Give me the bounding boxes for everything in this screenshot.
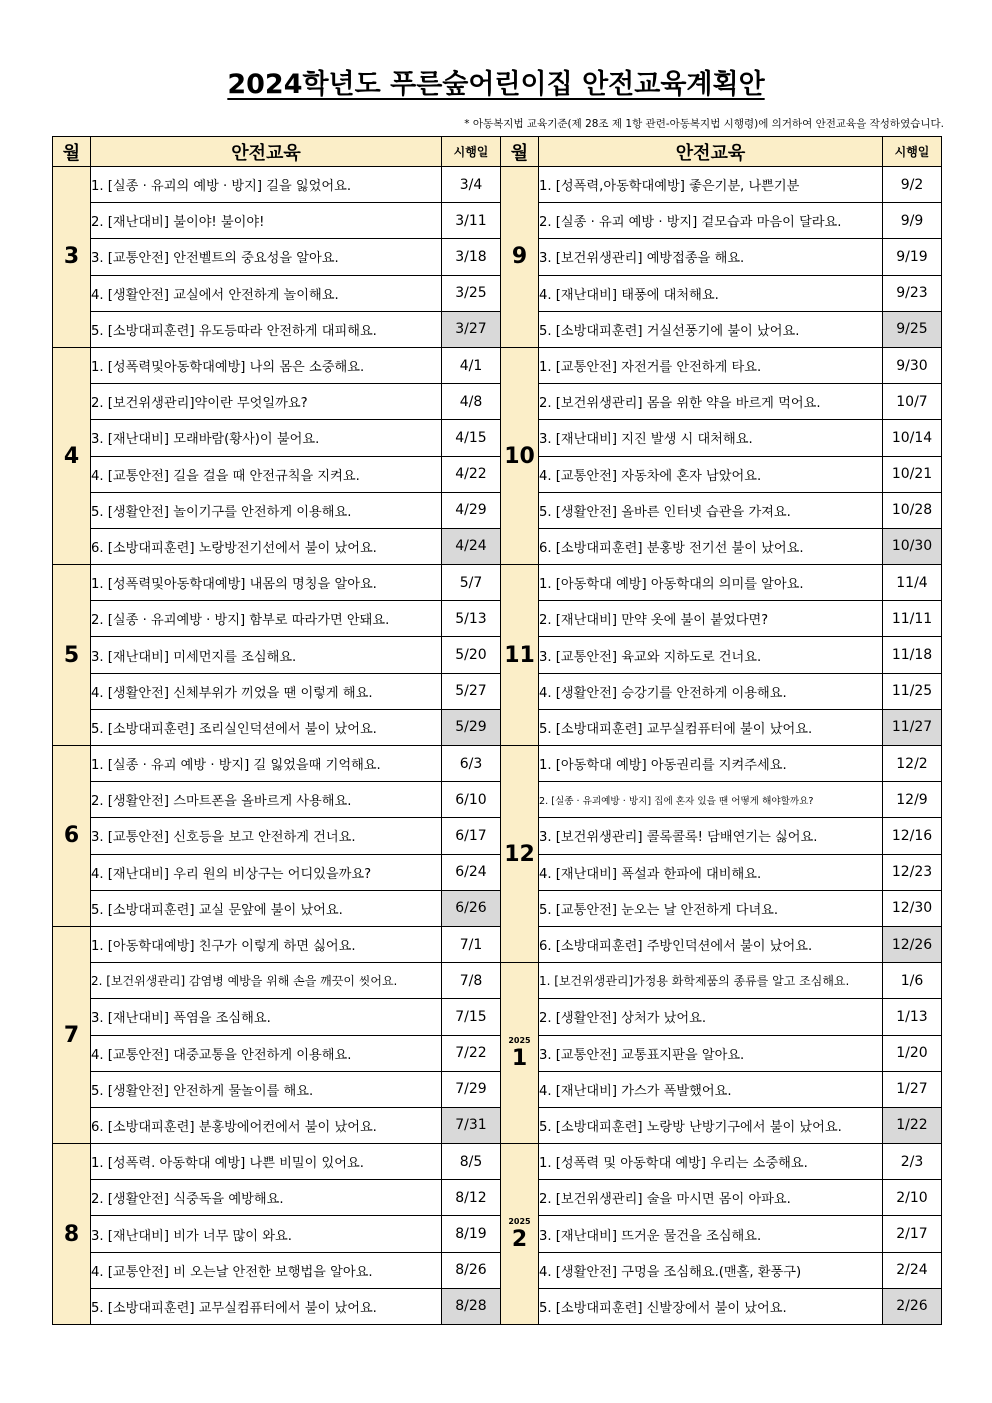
month-cell (501, 746, 539, 963)
topic-cell: 3. [재난대비] 비가 너무 많이 와요. (91, 1216, 442, 1252)
topic-cell: 4. [교통안전] 비 오는날 안전한 보행법을 알아요. (91, 1252, 442, 1288)
topic-cell: 4. [교통안전] 대중교통을 안전하게 이용해요. (91, 1035, 442, 1071)
month-cell (501, 963, 539, 1144)
date-cell: 8/12 (442, 1180, 501, 1216)
topic-cell: 6. [소방대피훈련] 노랑방전기선에서 불이 났어요. (91, 528, 442, 564)
table-row (53, 275, 942, 311)
month-label: 9 (511, 244, 528, 270)
date-cell: 3/18 (442, 239, 501, 275)
month-cell (53, 1144, 91, 1325)
date-cell: 6/26 (442, 890, 501, 926)
month-cell (53, 926, 91, 1143)
date-cell: 6/17 (442, 818, 501, 854)
table-row (53, 167, 942, 203)
table-row (53, 782, 942, 818)
topic-cell: 4. [교통안전] 길을 걸을 때 안전규칙을 지켜요. (91, 456, 442, 492)
date-cell: 8/26 (442, 1252, 501, 1288)
topic-cell: 3. [재난대비] 지진 발생 시 대처해요. (539, 420, 883, 456)
date-cell: 4/24 (442, 528, 501, 564)
header-month: 월 (501, 137, 539, 167)
date-cell: 5/29 (442, 709, 501, 745)
topic-cell: 5. [교통안전] 눈오는 날 안전하게 다녀요. (539, 890, 883, 926)
month-label: 6 (63, 823, 80, 849)
month-label: 2 (511, 1226, 528, 1252)
topic-cell: 1. [성폭력및아동학대예방] 내몸의 명칭을 알아요. (91, 565, 442, 601)
date-cell: 7/22 (442, 1035, 501, 1071)
month-label: 1 (511, 1045, 528, 1071)
date-cell: 8/19 (442, 1216, 501, 1252)
date-cell: 1/13 (883, 999, 942, 1035)
date-cell: 3/11 (442, 203, 501, 239)
topic-cell: 2. [생활안전] 스마트폰을 올바르게 사용해요. (91, 782, 442, 818)
date-cell: 10/7 (883, 384, 942, 420)
topic-cell: 4. [교통안전] 자동차에 혼자 남았어요. (539, 456, 883, 492)
month-cell (53, 347, 91, 564)
topic-cell: 2. [실종 · 유괴예방 · 방지] 집에 혼자 있을 땐 어떻게 해야할까요? (539, 782, 883, 818)
topic-cell: 1. [성폭력,아동학대예방] 좋은기분, 나쁜기분 (539, 167, 883, 203)
date-cell: 1/27 (883, 1071, 942, 1107)
date-cell: 2/24 (883, 1252, 942, 1288)
date-cell: 11/18 (883, 637, 942, 673)
table-row (53, 601, 942, 637)
topic-cell: 5. [생활안전] 안전하게 물놀이를 해요. (91, 1071, 442, 1107)
date-cell: 7/1 (442, 926, 501, 962)
table-row (53, 565, 942, 601)
date-cell: 12/16 (883, 818, 942, 854)
date-cell: 9/30 (883, 347, 942, 383)
topic-cell: 1. [아동학대 예방] 아동학대의 의미를 알아요. (539, 565, 883, 601)
month-cell (501, 167, 539, 348)
date-cell: 6/10 (442, 782, 501, 818)
month-label: 10 (504, 443, 535, 469)
topic-cell: 5. [소방대피훈련] 노랑방 난방기구에서 불이 났어요. (539, 1107, 883, 1143)
date-cell: 4/29 (442, 492, 501, 528)
date-cell: 2/26 (883, 1288, 942, 1324)
table-row (53, 963, 942, 999)
date-cell: 11/4 (883, 565, 942, 601)
date-cell: 4/15 (442, 420, 501, 456)
topic-cell: 5. [소방대피훈련] 교무실컴퓨터에 불이 났어요. (539, 709, 883, 745)
date-cell: 4/8 (442, 384, 501, 420)
topic-cell: 1. [실종 · 유괴 예방 · 방지] 길 잃었을때 기억해요. (91, 746, 442, 782)
month-label: 5 (63, 642, 80, 668)
header-date: 시행일 (883, 137, 942, 167)
table-row (53, 818, 942, 854)
month-label: 12 (504, 841, 535, 867)
topic-cell: 6. [소방대피훈련] 주방인덕션에서 불이 났어요. (539, 926, 883, 962)
month-cell (53, 565, 91, 746)
date-cell: 8/28 (442, 1288, 501, 1324)
date-cell: 9/23 (883, 275, 942, 311)
table-row (53, 311, 942, 347)
topic-cell: 3. [재난대비] 미세먼지를 조심해요. (91, 637, 442, 673)
topic-cell: 3. [재난대비] 모래바람(황사)이 불어요. (91, 420, 442, 456)
date-cell: 9/2 (883, 167, 942, 203)
table-row (53, 1035, 942, 1071)
table-row (53, 420, 942, 456)
table-row (53, 203, 942, 239)
month-cell (501, 565, 539, 746)
topic-cell: 2. [보건위생관리]약이란 무엇일까요? (91, 384, 442, 420)
month-cell (53, 746, 91, 927)
safety-education-table (52, 136, 942, 1325)
topic-cell: 4. [재난대비] 우리 원의 비상구는 어디있을까요? (91, 854, 442, 890)
date-cell: 2/3 (883, 1144, 942, 1180)
table-row (53, 1180, 942, 1216)
table-row (53, 239, 942, 275)
month-label: 4 (63, 443, 80, 469)
date-cell: 12/2 (883, 746, 942, 782)
topic-cell: 3. [교통안전] 교통표지판을 알아요. (539, 1035, 883, 1071)
topic-cell: 3. [재난대비] 뜨거운 물건을 조심해요. (539, 1216, 883, 1252)
table-row (53, 1216, 942, 1252)
topic-cell: 1. [성폭력. 아동학대 예방] 나쁜 비밀이 있어요. (91, 1144, 442, 1180)
date-cell: 9/9 (883, 203, 942, 239)
header-topic: 안전교육 (91, 137, 442, 167)
date-cell: 11/27 (883, 709, 942, 745)
table-body (53, 167, 942, 1325)
date-cell: 7/31 (442, 1107, 501, 1143)
month-cell (501, 1144, 539, 1325)
topic-cell: 3. [교통안전] 안전벨트의 중요성을 알아요. (91, 239, 442, 275)
date-cell: 12/9 (883, 782, 942, 818)
topic-cell: 4. [재난대비] 가스가 폭발했어요. (539, 1071, 883, 1107)
table-row (53, 384, 942, 420)
date-cell: 12/26 (883, 926, 942, 962)
date-cell: 5/20 (442, 637, 501, 673)
date-cell: 5/27 (442, 673, 501, 709)
table-row (53, 347, 942, 383)
table-row (53, 746, 942, 782)
header-row (53, 137, 942, 167)
date-cell: 1/6 (883, 963, 942, 999)
table-row (53, 890, 942, 926)
date-cell: 11/11 (883, 601, 942, 637)
topic-cell: 3. [교통안전] 육교와 지하도로 건너요. (539, 637, 883, 673)
month-label: 3 (63, 244, 80, 270)
topic-cell: 1. [실종 · 유괴의 예방 · 방지] 길을 잃었어요. (91, 167, 442, 203)
date-cell: 10/30 (883, 528, 942, 564)
topic-cell: 2. [보건위생관리] 술을 마시면 몸이 아파요. (539, 1180, 883, 1216)
topic-cell: 2. [실종 · 유괴 예방 · 방지] 겉모습과 마음이 달라요. (539, 203, 883, 239)
date-cell: 4/1 (442, 347, 501, 383)
table-row (53, 637, 942, 673)
date-cell: 7/15 (442, 999, 501, 1035)
date-cell: 6/24 (442, 854, 501, 890)
date-cell: 10/14 (883, 420, 942, 456)
table-row (53, 1071, 942, 1107)
topic-cell: 3. [재난대비] 폭염을 조심해요. (91, 999, 442, 1035)
table-row (53, 709, 942, 745)
header-date: 시행일 (442, 137, 501, 167)
table-row (53, 1144, 942, 1180)
topic-cell: 5. [소방대피훈련] 거실선풍기에 불이 났어요. (539, 311, 883, 347)
topic-cell: 2. [생활안전] 상처가 났어요. (539, 999, 883, 1035)
topic-cell: 2. [재난대비] 불이야! 불이야! (91, 203, 442, 239)
topic-cell: 3. [보건위생관리] 예방접종을 해요. (539, 239, 883, 275)
date-cell: 4/22 (442, 456, 501, 492)
date-cell: 8/5 (442, 1144, 501, 1180)
date-cell: 7/8 (442, 963, 501, 999)
table-row (53, 492, 942, 528)
topic-cell: 1. [성폭력 및 아동학대 예방] 우리는 소중해요. (539, 1144, 883, 1180)
date-cell: 3/4 (442, 167, 501, 203)
topic-cell: 1. [교통안전] 자전거를 안전하게 타요. (539, 347, 883, 383)
header-month: 월 (53, 137, 91, 167)
date-cell: 3/25 (442, 275, 501, 311)
topic-cell: 5. [생활안전] 올바른 인터넷 습관을 가져요. (539, 492, 883, 528)
table-row (53, 926, 942, 962)
month-label: 7 (63, 1022, 80, 1048)
topic-cell: 4. [생활안전] 구멍을 조심해요.(맨홀, 환풍구) (539, 1252, 883, 1288)
topic-cell: 6. [소방대피훈련] 분홍방에어컨에서 불이 났어요. (91, 1107, 442, 1143)
date-cell: 3/27 (442, 311, 501, 347)
date-cell: 2/17 (883, 1216, 942, 1252)
topic-cell: 1. [보건위생관리]가정용 화학제품의 종류를 알고 조심해요. (539, 963, 883, 999)
topic-cell: 6. [소방대피훈련] 분홍방 전기선 불이 났어요. (539, 528, 883, 564)
date-cell: 6/3 (442, 746, 501, 782)
table-row (53, 1107, 942, 1143)
table-row (53, 456, 942, 492)
topic-cell: 5. [소방대피훈련] 교무실컴퓨터에서 불이 났어요. (91, 1288, 442, 1324)
date-cell: 10/21 (883, 456, 942, 492)
date-cell: 9/19 (883, 239, 942, 275)
date-cell: 5/13 (442, 601, 501, 637)
date-cell: 12/30 (883, 890, 942, 926)
date-cell: 5/7 (442, 565, 501, 601)
topic-cell: 2. [실종 · 유괴예방 · 방지] 함부로 따라가면 안돼요. (91, 601, 442, 637)
table-row (53, 528, 942, 564)
month-cell (501, 347, 539, 564)
month-cell (53, 167, 91, 348)
year-label: 2025 (508, 1216, 531, 1226)
topic-cell: 1. [아동학대예방] 친구가 이렇게 하면 싫어요. (91, 926, 442, 962)
topic-cell: 4. [생활안전] 교실에서 안전하게 놀이해요. (91, 275, 442, 311)
topic-cell: 5. [소방대피훈련] 교실 문앞에 불이 났어요. (91, 890, 442, 926)
legal-note: * 아동복지법 교육기준(제 28조 제 1항 관련-아동복지법 시행령)에 의거하여 안전교육을 작성하였습니다. (464, 118, 944, 130)
table-row (53, 999, 942, 1035)
year-label: 2025 (508, 1035, 531, 1045)
topic-cell: 2. [생활안전] 식중독을 예방해요. (91, 1180, 442, 1216)
date-cell: 1/22 (883, 1107, 942, 1143)
header-topic: 안전교육 (539, 137, 883, 167)
topic-cell: 2. [재난대비] 만약 옷에 불이 붙었다면? (539, 601, 883, 637)
topic-cell: 1. [아동학대 예방] 아동권리를 지켜주세요. (539, 746, 883, 782)
table-row (53, 1288, 942, 1324)
date-cell: 10/28 (883, 492, 942, 528)
topic-cell: 3. [보건위생관리] 콜록콜록! 담배연기는 싫어요. (539, 818, 883, 854)
topic-cell: 2. [보건위생관리] 몸을 위한 약을 바르게 먹어요. (539, 384, 883, 420)
topic-cell: 5. [소방대피훈련] 유도등따라 안전하게 대피해요. (91, 311, 442, 347)
month-label: 8 (63, 1221, 80, 1247)
topic-cell: 4. [생활안전] 신체부위가 끼었을 땐 이렇게 해요. (91, 673, 442, 709)
page-title: 2024학년도 푸른숲어린이집 안전교육계획안 (227, 69, 765, 100)
table-row (53, 673, 942, 709)
topic-cell: 5. [소방대피훈련] 신발장에서 불이 났어요. (539, 1288, 883, 1324)
topic-cell: 5. [생활안전] 놀이기구를 안전하게 이용해요. (91, 492, 442, 528)
table-row (53, 854, 942, 890)
date-cell: 1/20 (883, 1035, 942, 1071)
topic-cell: 4. [재난대비] 태풍에 대처해요. (539, 275, 883, 311)
date-cell: 2/10 (883, 1180, 942, 1216)
month-label: 11 (504, 642, 535, 668)
topic-cell: 4. [생활안전] 승강기를 안전하게 이용해요. (539, 673, 883, 709)
topic-cell: 1. [성폭력및아동학대예방] 나의 몸은 소중해요. (91, 347, 442, 383)
topic-cell: 4. [재난대비] 폭설과 한파에 대비해요. (539, 854, 883, 890)
date-cell: 11/25 (883, 673, 942, 709)
table-row (53, 1252, 942, 1288)
topic-cell: 5. [소방대피훈련] 조리실인덕션에서 불이 났어요. (91, 709, 442, 745)
date-cell: 7/29 (442, 1071, 501, 1107)
date-cell: 9/25 (883, 311, 942, 347)
topic-cell: 3. [교통안전] 신호등을 보고 안전하게 건너요. (91, 818, 442, 854)
date-cell: 12/23 (883, 854, 942, 890)
topic-cell: 2. [보건위생관리] 감염병 예방을 위해 손을 깨끗이 씻어요. (91, 963, 442, 999)
